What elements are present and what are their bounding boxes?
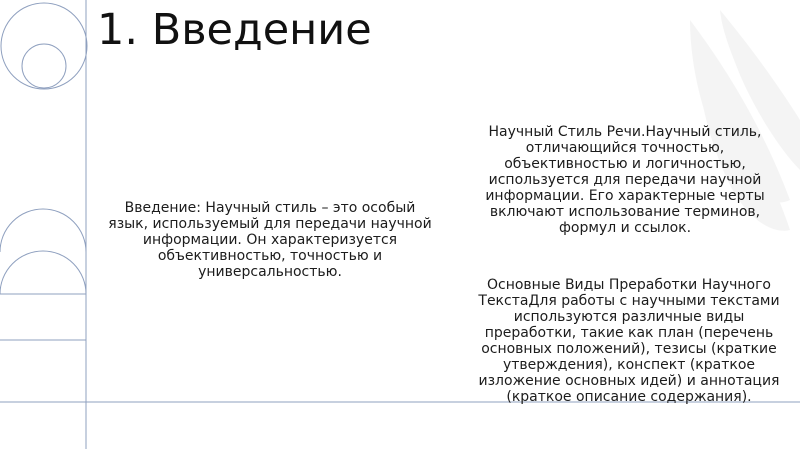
small-circle (22, 44, 66, 88)
slide-title: 1. Введение (97, 5, 372, 55)
lower-arch (0, 251, 86, 294)
circle-ornament (1, 3, 87, 89)
upper-arch (0, 209, 86, 252)
intro-text-block: Введение: Научный стиль – это особый язык, используемый для передачи научной информации. Он характеризуется объективностью, точностью и универсальностью. (108, 200, 432, 280)
arch-ornament (0, 209, 86, 340)
large-circle (1, 3, 87, 89)
processing-types-text-block: Основные Виды Преработки Научного ТекстаДля работы с научными текстами используются различные виды преработки, такие как план (перечень основных положений), тезисы (краткие утверждения), конспект (краткое изложение основных идей) и аннотация (краткое описание содержания). (478, 277, 780, 405)
scientific-style-text-block: Научный Стиль Речи.Научный стиль, отличающийся точностью, объективностью и логичностью, используется для передачи научной информации. Его характерные черты включают использование терминов, формул и ссылок. (485, 124, 765, 236)
